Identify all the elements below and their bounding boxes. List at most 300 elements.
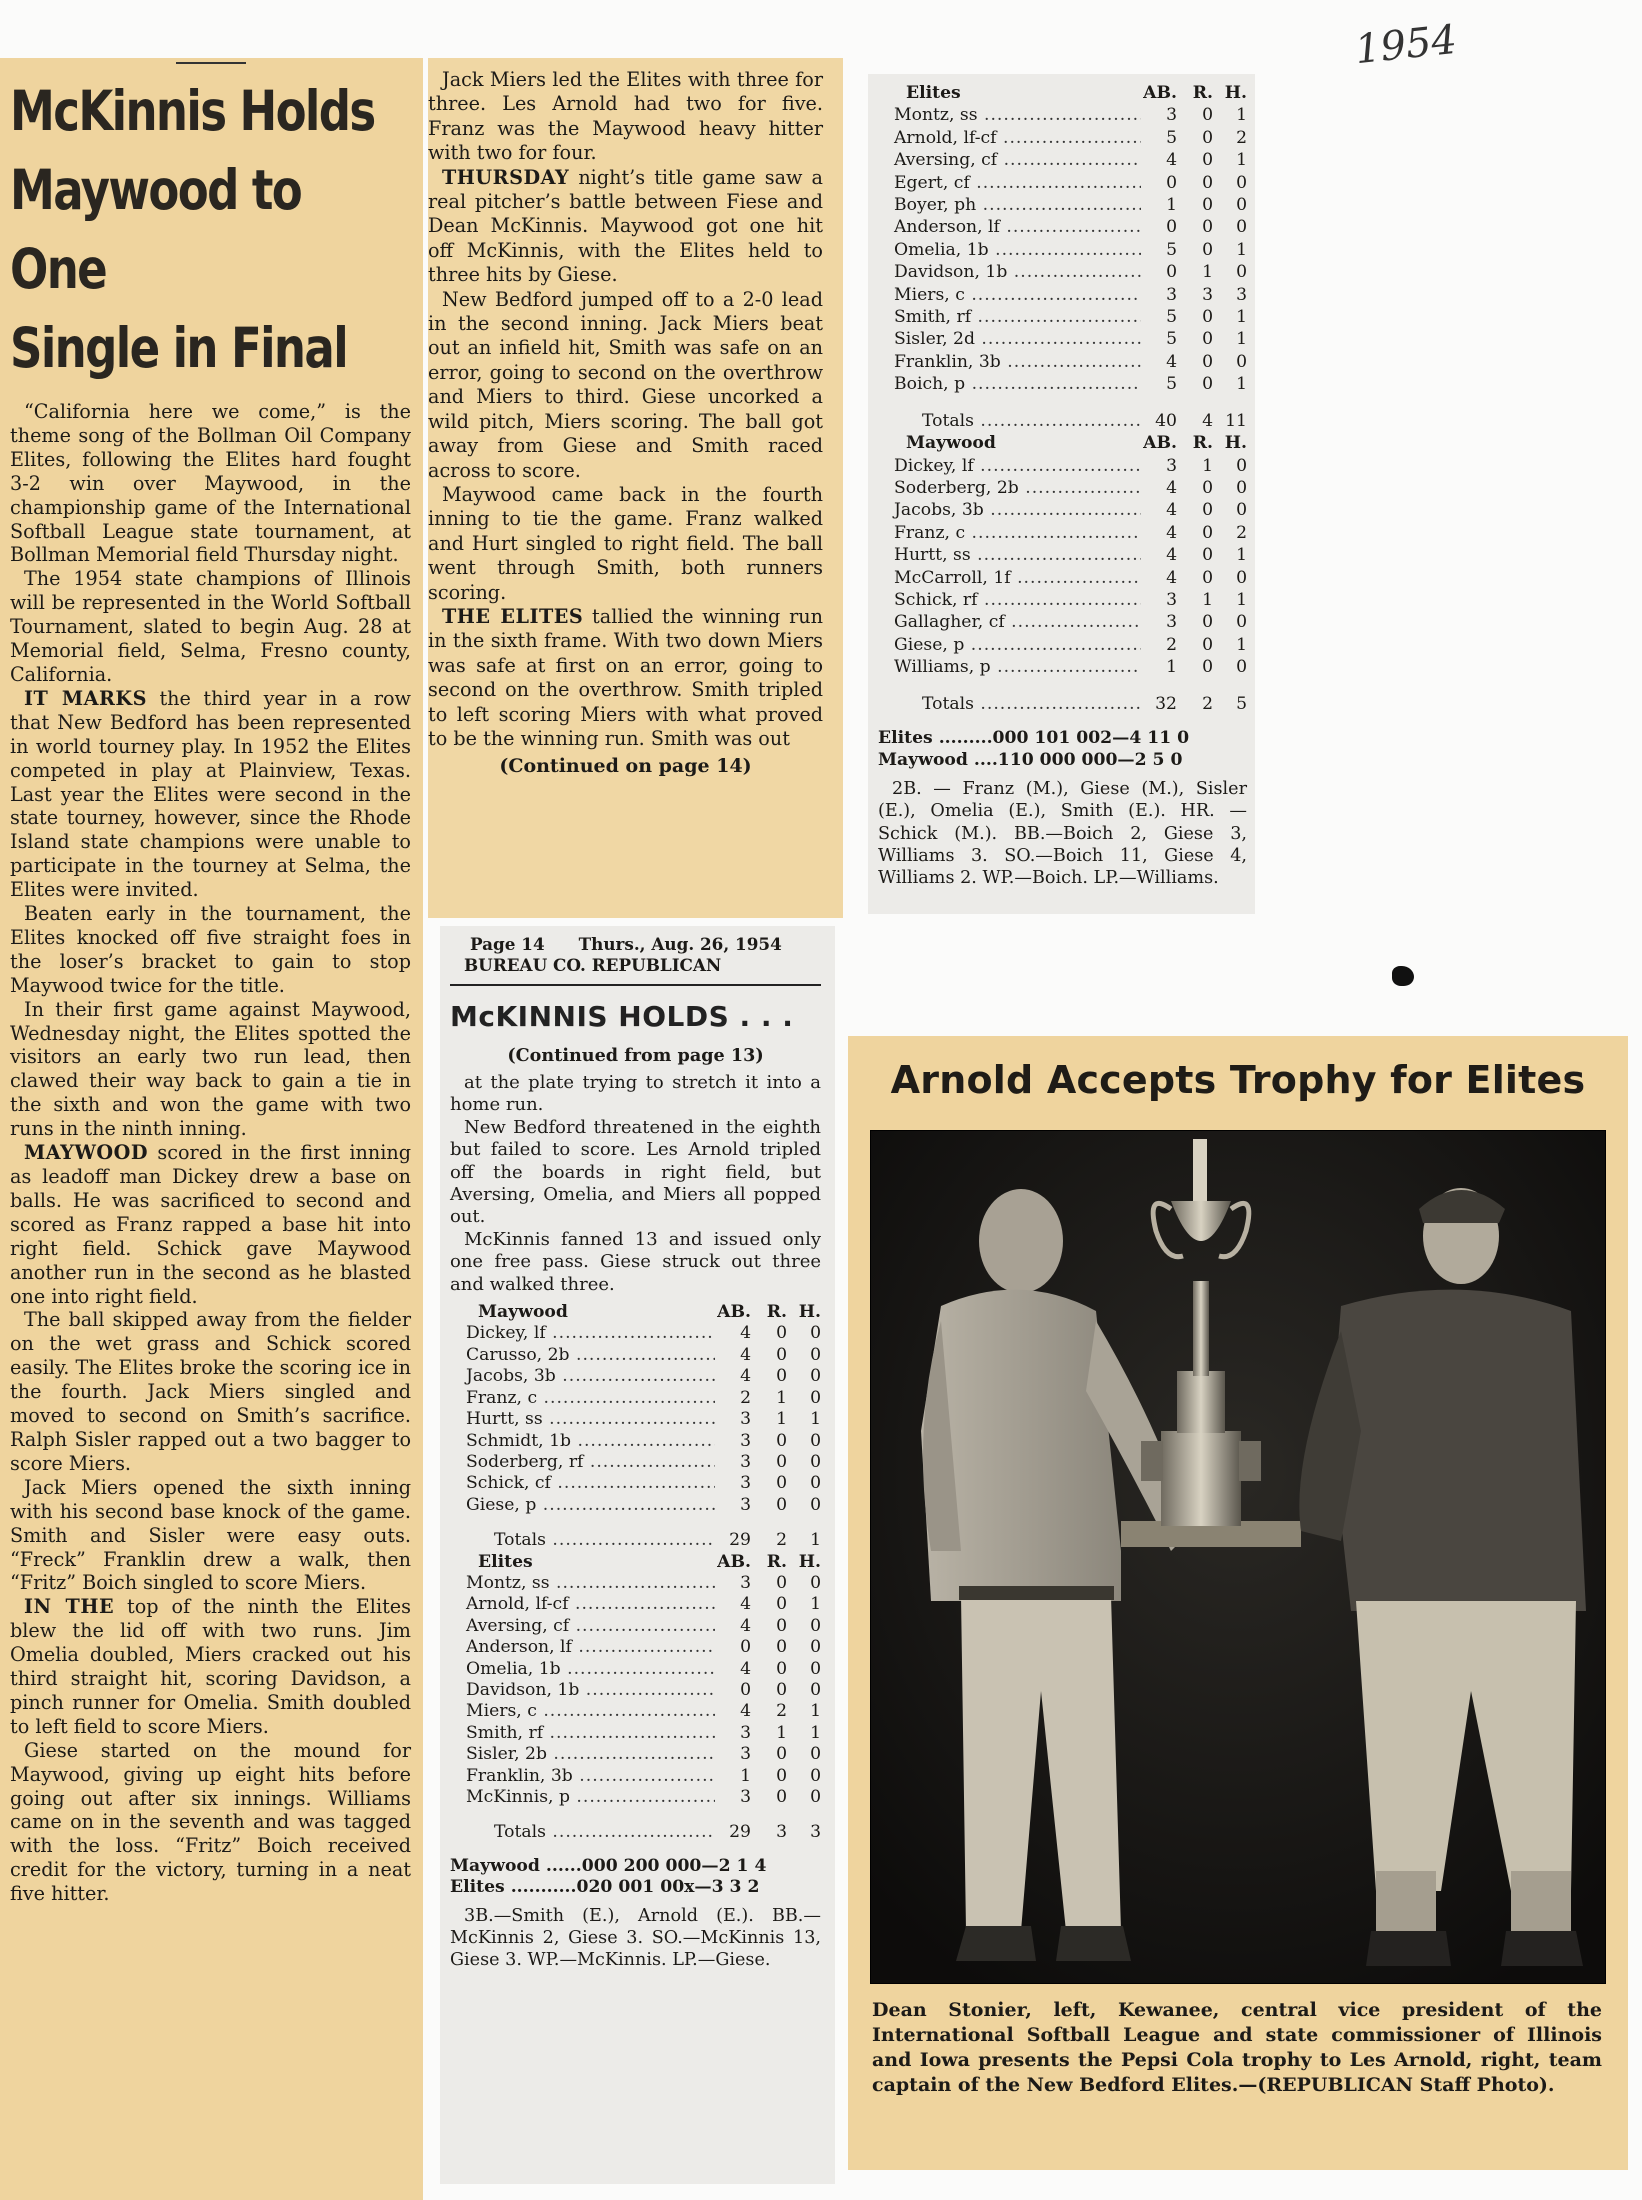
- player-h: 0: [810, 1637, 821, 1658]
- player-r: 0: [776, 1679, 787, 1700]
- player-h: 0: [1236, 351, 1247, 372]
- player-name: Miers, c .....: [878, 284, 1141, 306]
- article-paragraph: [450, 1072, 821, 1117]
- player-ab: 0: [1166, 172, 1177, 193]
- player-r: 3: [1202, 284, 1213, 305]
- player-h: 1: [1236, 307, 1247, 328]
- player-ab: 5: [1166, 307, 1177, 328]
- player-row: [878, 149, 1247, 171]
- header-team: Elites: [478, 1551, 533, 1572]
- player-row: [878, 127, 1247, 149]
- player-row: [450, 1701, 821, 1722]
- headline: [10, 72, 411, 388]
- player-row: [450, 1452, 821, 1473]
- player-row: [878, 351, 1247, 373]
- player-ab: 4: [740, 1366, 751, 1387]
- player-h: 0: [810, 1765, 821, 1786]
- player-name: Egert, cf .....: [878, 172, 1141, 194]
- player-name: Hurtt, ss .....: [450, 1409, 715, 1430]
- player-name: Franklin, 3b .....: [450, 1766, 715, 1787]
- player-row: [450, 1723, 821, 1744]
- player-name: Hurtt, ss .....: [878, 544, 1141, 566]
- player-h: 0: [810, 1344, 821, 1365]
- article-paragraph: [10, 902, 411, 998]
- player-h: 0: [810, 1366, 821, 1387]
- paragraph-text: Giese started on the mound for Maywood, giving up eight hits before going out after six innings. Williams came on in the seventh and was tagged with the loss. “Fritz” Boich received credit for the victory, turning in a neat five hitter.: [10, 1738, 411, 1906]
- player-name: Anderson, lf .....: [878, 216, 1141, 238]
- header-team: Maywood: [478, 1302, 568, 1323]
- player-ab: 3: [740, 1494, 751, 1515]
- box-header: [878, 82, 1247, 104]
- player-h: 1: [810, 1722, 821, 1743]
- player-h: 1: [810, 1409, 821, 1430]
- notes-text: 2B. — Franz (M.), Giese (M.), Sisler (E.), Omelia (E.), Smith (E.). HR. — Schick (M.). BB.—Boich 2, Giese 3, Williams 3. SO.—Boich 11, Giese 4, Williams 2. WP.—Boich. LP.—Williams.: [878, 778, 1247, 889]
- article-paragraph: [428, 288, 823, 483]
- player-h: 0: [810, 1451, 821, 1472]
- player-ab: 4: [1166, 477, 1177, 498]
- totals-row: [878, 693, 1247, 715]
- player-row: [450, 1573, 821, 1594]
- player-name: Schick, cf .....: [450, 1473, 715, 1494]
- header-ab: AB.: [717, 1302, 751, 1323]
- player-row: [450, 1366, 821, 1387]
- caption-end: Staff Photo).: [1413, 2074, 1555, 2096]
- player-name: Omelia, 1b .....: [878, 239, 1141, 261]
- paragraph-text: scored in the first inning as leadoff man Dickey drew a base on balls. He was sacrificed to second and scored as Franz rapped a base hit into right field. Schick gave Maywood another run in the second as he blasted one into right field.: [10, 1141, 411, 1308]
- player-ab: 3: [1166, 589, 1177, 610]
- player-ab: 3: [740, 1409, 751, 1430]
- player-row: [450, 1616, 821, 1637]
- player-ab: 3: [740, 1722, 751, 1743]
- headline-clipping: [0, 58, 423, 2200]
- player-h: 1: [1236, 545, 1247, 566]
- player-r: 0: [1202, 612, 1213, 633]
- player-row: [878, 239, 1247, 261]
- player-ab: 0: [1166, 217, 1177, 238]
- player-name: Montz, ss .....: [450, 1573, 715, 1594]
- player-row: [878, 589, 1247, 611]
- totals-h: 5: [1236, 693, 1247, 714]
- player-h: 1: [1236, 634, 1247, 655]
- player-row: [450, 1594, 821, 1615]
- player-h: 0: [810, 1787, 821, 1807]
- header-team: Maywood: [906, 433, 996, 454]
- player-r: 0: [1202, 217, 1213, 238]
- line-score-row: Maywood ....110 000 000—2 5 0: [878, 750, 1183, 771]
- player-r: 0: [1202, 105, 1213, 126]
- player-row: [878, 499, 1247, 521]
- player-h: 0: [1236, 500, 1247, 521]
- player-row: [450, 1495, 821, 1516]
- paragraph-text: Maywood came back in the fourth inning to tie the game. Franz walked and Hurt singled to right field. The ball went through Smith, both runners scoring.: [428, 482, 823, 604]
- totals-ab: 29: [729, 1530, 751, 1551]
- player-name: Franklin, 3b .....: [878, 351, 1141, 373]
- player-row: [450, 1766, 821, 1787]
- box-header: [450, 1302, 821, 1323]
- player-ab: 3: [740, 1430, 751, 1451]
- totals-ab: 40: [1155, 410, 1177, 431]
- player-r: 0: [1202, 545, 1213, 566]
- paragraph-lead: THE ELITES: [442, 604, 584, 628]
- player-r: 0: [1202, 374, 1213, 395]
- player-r: 0: [776, 1594, 787, 1615]
- player-h: 0: [810, 1430, 821, 1451]
- player-name: Schick, rf .....: [878, 589, 1141, 611]
- player-h: 1: [1236, 589, 1247, 610]
- player-row: [450, 1388, 821, 1409]
- player-r: 0: [1202, 500, 1213, 521]
- player-h: 0: [810, 1744, 821, 1765]
- header-r: R.: [766, 1302, 787, 1323]
- article-paragraph: [450, 1117, 821, 1229]
- header-r: R.: [1192, 83, 1213, 103]
- paragraph-text: The 1954 state champions of Illinois will be represented in the World Softball Tournament, slated to begin Aug. 28 at Memorial field, Selma, Fresno county, California.: [10, 567, 411, 686]
- player-name: Soderberg, 2b .....: [878, 477, 1141, 499]
- player-name: Davidson, 1b .....: [878, 261, 1141, 283]
- totals-ab: 32: [1155, 693, 1177, 714]
- player-r: 0: [1202, 127, 1213, 148]
- player-h: 0: [1236, 195, 1247, 216]
- article-paragraph: [450, 1229, 821, 1296]
- player-ab: 4: [1166, 545, 1177, 566]
- player-h: 1: [810, 1594, 821, 1615]
- player-r: 0: [1202, 329, 1213, 350]
- box-header: [878, 432, 1247, 454]
- box-score-notes: [878, 778, 1247, 890]
- player-name: Anderson, lf .....: [450, 1637, 715, 1658]
- article-paragraph: [428, 483, 823, 605]
- player-r: 0: [776, 1637, 787, 1658]
- player-h: 1: [810, 1701, 821, 1722]
- box-header: [450, 1552, 821, 1573]
- paragraph-lead: IN THE: [24, 1595, 115, 1619]
- player-name: Sisler, 2d .....: [878, 328, 1141, 350]
- paragraph-text: at the plate trying to stretch it into a home run.: [450, 1072, 821, 1116]
- article-continuation-clipping: [428, 58, 843, 918]
- player-r: 0: [776, 1744, 787, 1765]
- player-h: 0: [810, 1473, 821, 1494]
- paragraph-text: Beaten early in the tournament, the Elites knocked off five straight foes in the loser’s bracket to gain to stop Maywood twice for the title.: [10, 902, 411, 997]
- player-row: [450, 1473, 821, 1494]
- continued-from-note: (Continued from page 13): [507, 1045, 764, 1066]
- totals-h: 11: [1225, 410, 1247, 431]
- player-ab: 4: [1166, 567, 1177, 588]
- article-paragraph: [10, 1739, 411, 1906]
- headline-line: McKinnis Holds: [10, 79, 375, 143]
- line-score-row: Elites .........000 101 002—4 11 0: [878, 727, 1190, 748]
- paragraph-text: The ball skipped away from the fielder on the wet grass and Schick scored easily. The Elites broke the scoring ice in the fourth. Jack Miers singled and moved to second on Smith’s sacrifice. Ralph Sisler rapped out a two bagger to score Miers.: [10, 1308, 411, 1475]
- player-row: [878, 634, 1247, 656]
- header-ab: AB.: [1143, 433, 1177, 454]
- player-row: [878, 328, 1247, 350]
- player-name: Williams, p .....: [878, 656, 1141, 678]
- player-row: [450, 1345, 821, 1366]
- player-name: Montz, ss .....: [878, 104, 1141, 126]
- player-ab: 0: [740, 1679, 751, 1700]
- player-name: Gallagher, cf .....: [878, 611, 1141, 633]
- player-row: [878, 216, 1247, 238]
- player-name: Boyer, ph .....: [878, 194, 1141, 216]
- ink-blot: [1392, 966, 1414, 986]
- totals-label: Totals .....: [878, 693, 1141, 715]
- player-r: 1: [1202, 455, 1213, 476]
- caption-text: Dean Stonier, left, Kewanee, central vice president of the International Softball League and state commissioner of Illinois and Iowa presents the Pepsi Cola trophy to Les Arnold, right, team captain of the New Bedford Elites.—(: [872, 1999, 1602, 2096]
- paragraph-text: Jack Miers opened the sixth inning with his second base knock of the game. Smith and Sisler were easy outs. “Freck” Franklin drew a walk, then “Fritz” Boich singled to score Miers.: [10, 1475, 411, 1595]
- player-ab: 1: [1166, 657, 1177, 678]
- player-name: Soderberg, rf .....: [450, 1452, 715, 1473]
- top-rule: [176, 62, 246, 64]
- player-row: [878, 373, 1247, 395]
- player-r: 1: [776, 1409, 787, 1430]
- player-ab: 4: [740, 1701, 751, 1722]
- paragraph-text: “California here we come,” is the theme song of the Bollman Oil Company Elites, following the Elites hard fought 3-2 win over Maywood, in the championship game of the International Softball League state tournament, at Bollman Memorial field Thursday night.: [10, 400, 411, 567]
- totals-ab: 29: [729, 1822, 751, 1843]
- player-r: 2: [776, 1701, 787, 1722]
- player-ab: 3: [1166, 284, 1177, 305]
- player-h: 0: [1236, 657, 1247, 678]
- player-r: 0: [1202, 172, 1213, 193]
- headline-line: Maywood to One: [10, 158, 302, 301]
- player-h: 0: [810, 1323, 821, 1344]
- player-h: 1: [1236, 239, 1247, 260]
- paragraph-text: New Bedford jumped off to a 2-0 lead in the second inning. Jack Miers beat out an infield hit, Smith was safe on an error, going to second on the overthrow and Miers to third. Giese uncorked a wild pitch, Miers scoring. The ball got away from Giese and Smith raced across to score.: [428, 287, 823, 482]
- player-row: [450, 1787, 821, 1808]
- player-name: Arnold, lf-cf .....: [878, 127, 1141, 149]
- player-r: 0: [776, 1658, 787, 1679]
- player-r: 0: [776, 1366, 787, 1387]
- player-row: [878, 172, 1247, 194]
- player-ab: 1: [1166, 195, 1177, 216]
- player-r: 0: [776, 1473, 787, 1494]
- player-ab: 0: [1166, 262, 1177, 283]
- player-r: 0: [776, 1430, 787, 1451]
- article-paragraph: [10, 1308, 411, 1475]
- totals-row: [450, 1822, 821, 1843]
- totals-r: 2: [776, 1530, 787, 1551]
- totals-h: 1: [810, 1530, 821, 1551]
- article-paragraph: [428, 605, 823, 751]
- player-r: 0: [776, 1494, 787, 1515]
- player-name: Franz, c .....: [878, 522, 1141, 544]
- trophy-photo: [870, 1130, 1606, 1984]
- totals-r: 4: [1202, 410, 1213, 431]
- article-paragraph: [10, 998, 411, 1141]
- player-name: Omelia, 1b .....: [450, 1659, 715, 1680]
- header-r: R.: [766, 1551, 787, 1572]
- player-h: 0: [1236, 217, 1247, 238]
- player-ab: 3: [740, 1572, 751, 1593]
- article-column-1: [10, 400, 411, 1906]
- player-ab: 3: [1166, 455, 1177, 476]
- player-row: [450, 1323, 821, 1344]
- player-name: Carusso, 2b .....: [450, 1345, 715, 1366]
- player-r: 0: [776, 1323, 787, 1344]
- player-h: 1: [1236, 329, 1247, 350]
- player-h: 0: [810, 1658, 821, 1679]
- player-name: Jacobs, 3b .....: [450, 1366, 715, 1387]
- article-paragraph: [10, 1476, 411, 1596]
- player-r: 1: [1202, 262, 1213, 283]
- player-row: [450, 1409, 821, 1430]
- player-name: Sisler, 2b .....: [450, 1744, 715, 1765]
- player-ab: 5: [1166, 127, 1177, 148]
- player-name: Davidson, 1b .....: [450, 1680, 715, 1701]
- totals-row: [878, 410, 1247, 432]
- header-r: R.: [1192, 433, 1213, 454]
- player-h: 0: [810, 1572, 821, 1593]
- player-r: 0: [1202, 634, 1213, 655]
- line-score-row: Elites ...........020 001 00x—3 3 2: [450, 1877, 760, 1898]
- player-h: 0: [1236, 262, 1247, 283]
- photo-clipping: [848, 1036, 1628, 2170]
- player-name: Schmidt, 1b .....: [450, 1431, 715, 1452]
- player-name: Smith, rf .....: [878, 306, 1141, 328]
- player-name: Miers, c .....: [450, 1701, 715, 1722]
- player-h: 0: [810, 1615, 821, 1636]
- header-h: H.: [1224, 83, 1247, 103]
- player-row: [878, 194, 1247, 216]
- header-h: H.: [1224, 433, 1247, 454]
- player-row: [878, 306, 1247, 328]
- dateline: [450, 934, 821, 955]
- paragraph-text: In their first game against Maywood, Wednesday night, the Elites spotted the visitors an early two run lead, then clawed their way back to gain a tie in the sixth and won the game with two runs in the ninth inning.: [10, 997, 411, 1141]
- player-r: 0: [1202, 522, 1213, 543]
- player-ab: 4: [740, 1615, 751, 1636]
- player-row: [450, 1680, 821, 1701]
- player-r: 0: [776, 1344, 787, 1365]
- player-r: 0: [776, 1572, 787, 1593]
- player-ab: 4: [740, 1323, 751, 1344]
- player-name: McKinnis, p .....: [450, 1787, 715, 1808]
- totals-row: [450, 1530, 821, 1551]
- player-h: 0: [1236, 567, 1247, 588]
- player-name: Giese, p .....: [878, 634, 1141, 656]
- player-h: 0: [1236, 455, 1247, 476]
- player-h: 0: [810, 1494, 821, 1515]
- player-r: 0: [1202, 567, 1213, 588]
- player-h: 1: [1236, 150, 1247, 171]
- player-ab: 5: [1166, 239, 1177, 260]
- player-r: 0: [776, 1765, 787, 1786]
- totals-label: Totals .....: [450, 1822, 715, 1843]
- player-r: 0: [776, 1615, 787, 1636]
- player-row: [450, 1659, 821, 1680]
- player-ab: 3: [1166, 105, 1177, 126]
- player-ab: 2: [1166, 634, 1177, 655]
- player-name: Dickey, lf .....: [878, 455, 1141, 477]
- article-paragraph: [10, 1141, 411, 1308]
- player-row: [450, 1637, 821, 1658]
- box-score-clipping: [868, 74, 1255, 914]
- player-h: 0: [1236, 612, 1247, 633]
- headline-line: Single in Final: [10, 316, 348, 380]
- player-name: Smith, rf .....: [450, 1723, 715, 1744]
- totals-label: Totals .....: [450, 1530, 715, 1551]
- player-row: [878, 522, 1247, 544]
- issue-date: Thurs., Aug. 26, 1954: [578, 934, 782, 954]
- paragraph-text: top of the ninth the Elites blew the lid off with two runs. Jim Omelia doubled, Miers cracked out his third straight hit, scoring Davidson, a pinch runner for Omelia. Smith doubled to left field to score Miers.: [10, 1595, 411, 1738]
- photo-caption: [872, 1998, 1602, 2098]
- player-ab: 2: [740, 1387, 751, 1408]
- photo-headline: Arnold Accepts Trophy for Elites: [890, 1058, 1586, 1102]
- header-ab: AB.: [717, 1551, 751, 1572]
- continuation-text: [450, 1072, 821, 1296]
- player-ab: 5: [1166, 329, 1177, 350]
- player-r: 1: [776, 1722, 787, 1743]
- continued-note: (Continued on page 14): [499, 755, 752, 778]
- player-h: 2: [1236, 127, 1247, 148]
- player-h: 3: [1236, 284, 1247, 305]
- player-name: Aversing, cf .....: [878, 149, 1141, 171]
- line-score-row: Maywood ......000 200 000—2 1 4: [450, 1855, 767, 1876]
- paragraph-text: the third year in a row that New Bedford has been represented in world tourney play. In 1952 the Elites competed in play at Plainview, Texas. Last year the Elites were second in the state tourney, however, since the Rhode Island state champions were unable to participate in the tourney at Selma, the Elites were invited.: [10, 686, 411, 902]
- line-score: [450, 1856, 821, 1899]
- article-paragraph: [10, 400, 411, 567]
- paragraph-text: night’s title game saw a real pitcher’s battle between Fiese and Dean McKinnis. Maywood got one hit off McKinnis, with the Elites held to three hits by Giese.: [428, 165, 823, 287]
- player-h: 1: [1236, 105, 1247, 126]
- header-ab: AB.: [1143, 83, 1177, 103]
- player-name: Jacobs, 3b .....: [878, 499, 1141, 521]
- player-r: 0: [1202, 150, 1213, 171]
- player-name: Franz, c .....: [450, 1388, 715, 1409]
- divider: [450, 984, 821, 986]
- totals-r: 3: [776, 1822, 787, 1843]
- notes-text: 3B.—Smith (E.), Arnold (E.). BB.—McKinnis 2, Giese 3. SO.—McKinnis 13, Giese 3. WP.—McKinnis. LP.—Giese.: [450, 1905, 821, 1971]
- player-name: Boich, p .....: [878, 373, 1141, 395]
- player-ab: 3: [740, 1451, 751, 1472]
- box-score: [878, 82, 1247, 715]
- player-ab: 0: [740, 1637, 751, 1658]
- player-ab: 4: [1166, 522, 1177, 543]
- article-paragraph: [10, 567, 411, 687]
- player-row: [878, 656, 1247, 678]
- paper-name: BUREAU CO. REPUBLICAN: [464, 955, 722, 975]
- player-row: [878, 544, 1247, 566]
- player-r: 0: [1202, 195, 1213, 216]
- player-row: [450, 1744, 821, 1765]
- article-paragraph: [428, 166, 823, 288]
- player-h: 0: [1236, 477, 1247, 498]
- player-ab: 3: [740, 1744, 751, 1765]
- player-ab: 4: [1166, 150, 1177, 171]
- player-row: [878, 284, 1247, 306]
- player-name: Arnold, lf-cf .....: [450, 1594, 715, 1615]
- player-name: Giese, p .....: [450, 1495, 715, 1516]
- article-paragraph: [10, 1595, 411, 1738]
- player-ab: 3: [740, 1787, 751, 1807]
- player-h: 0: [810, 1679, 821, 1700]
- article-paragraph: [428, 68, 823, 166]
- player-r: 1: [1202, 589, 1213, 610]
- player-ab: 4: [1166, 500, 1177, 521]
- trophy-presentation-image: [871, 1131, 1605, 1983]
- line-score: [878, 727, 1247, 772]
- player-h: 0: [1236, 172, 1247, 193]
- player-ab: 3: [1166, 612, 1177, 633]
- player-h: 1: [1236, 374, 1247, 395]
- player-r: 0: [1202, 477, 1213, 498]
- page-number: Page 14: [470, 934, 545, 954]
- player-r: 0: [1202, 351, 1213, 372]
- box-score-notes: [450, 1905, 821, 1972]
- player-r: 0: [776, 1787, 787, 1807]
- player-ab: 4: [740, 1658, 751, 1679]
- totals-label: Totals .....: [878, 410, 1141, 432]
- box-score: [450, 1302, 821, 1844]
- paragraph-lead: IT MARKS: [24, 686, 147, 710]
- player-name: Aversing, cf .....: [450, 1616, 715, 1637]
- totals-h: 3: [810, 1822, 821, 1843]
